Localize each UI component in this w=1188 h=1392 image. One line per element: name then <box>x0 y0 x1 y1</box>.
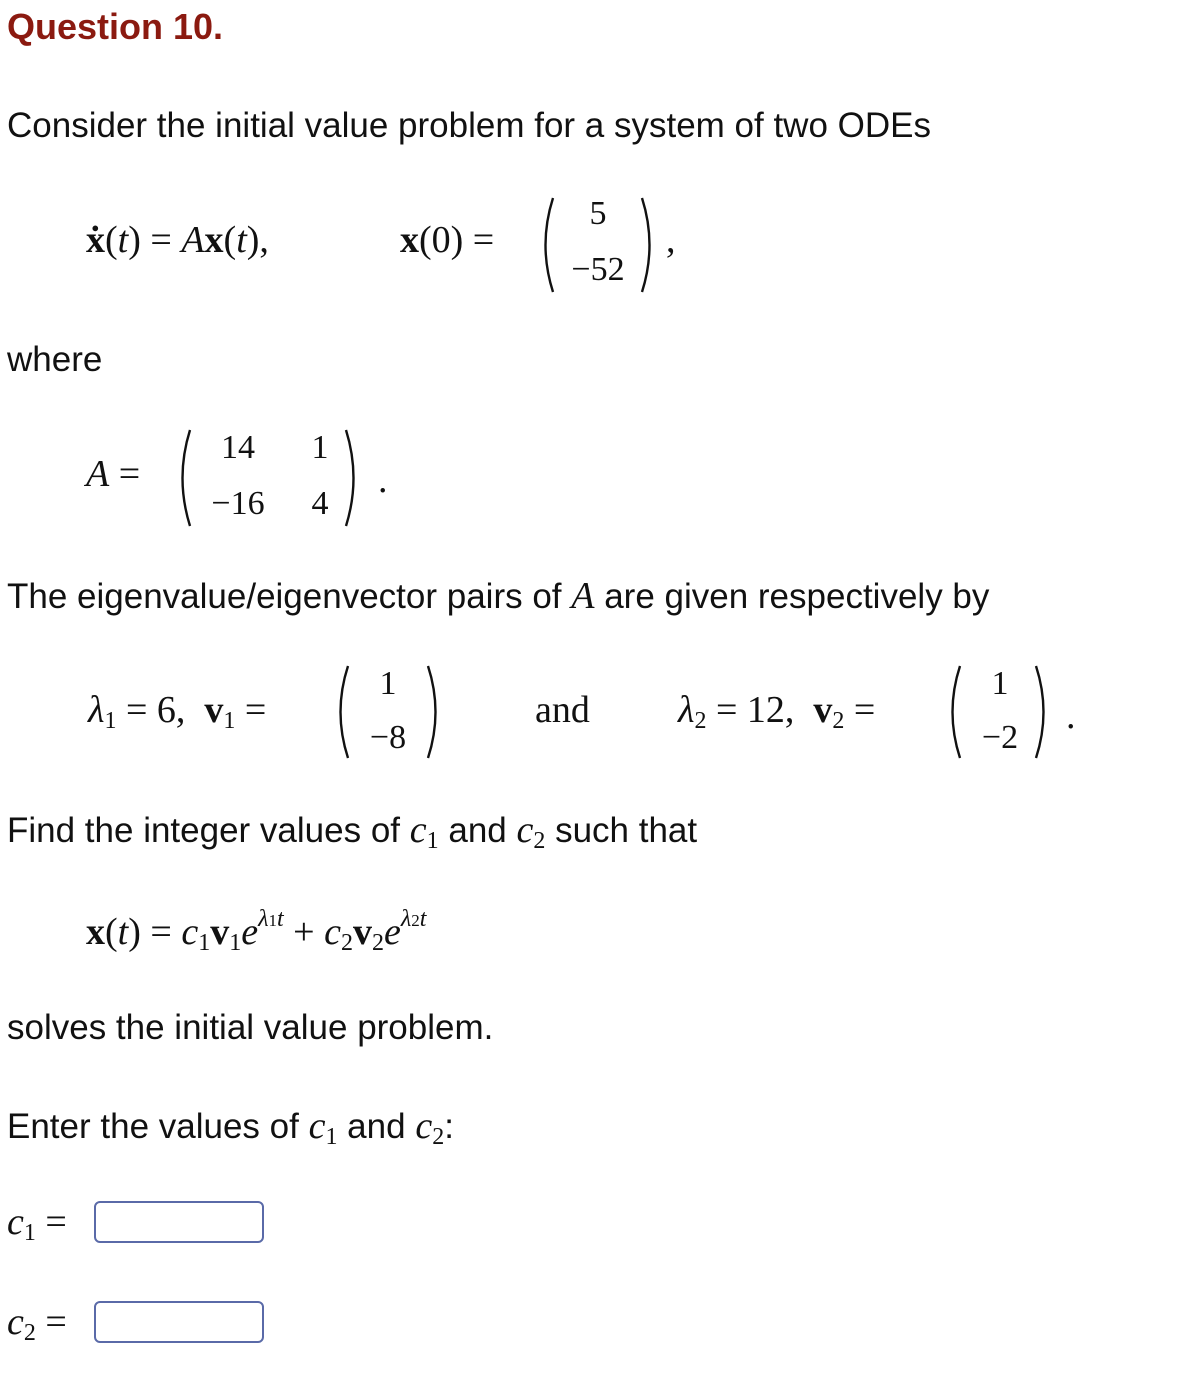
find-text: Find the integer values of $c_1$ and $c_2$ such that <box>7 809 698 854</box>
v1-bottom: −8 <box>369 719 407 756</box>
matrix-a22: 4 <box>311 485 329 522</box>
matrix-right-paren <box>342 428 364 528</box>
v2-bottom: −2 <box>981 719 1019 756</box>
matrix-a11: 14 <box>221 429 255 466</box>
matrix-a21: −16 <box>211 485 265 522</box>
initial-vector <box>560 194 636 290</box>
left-paren <box>535 196 557 294</box>
matrix-period: . <box>378 459 388 501</box>
initial-vector-bottom: −52 <box>571 251 625 288</box>
intro-text: Consider the initial value problem for a system of two ODEs <box>7 106 931 145</box>
c1-input[interactable] <box>94 1201 264 1243</box>
eigen-intro-text: The eigenvalue/eigenvector pairs of A are given respectively by <box>7 575 990 617</box>
v1-right-paren <box>424 664 446 760</box>
v2-top: 1 <box>991 665 1009 702</box>
eigen-pair-2: $\lambda_2 = 12$, $v_2$ = <box>678 689 876 734</box>
c1-label: $c_1$ = <box>7 1201 67 1246</box>
initial-vector-top: 5 <box>589 195 607 232</box>
eigen-period: . <box>1066 695 1076 737</box>
c2-label: $c_2$ = <box>7 1301 67 1346</box>
v1-left-paren <box>330 664 352 760</box>
v2-left-paren <box>942 664 964 760</box>
v2-vector <box>968 664 1032 758</box>
v1-top: 1 <box>379 665 397 702</box>
initial-condition-comma: , <box>666 219 676 261</box>
v1-vector <box>356 664 420 758</box>
matrix-col1 <box>198 428 278 524</box>
c2-input[interactable] <box>94 1301 264 1343</box>
matrix-col2 <box>302 428 338 524</box>
right-paren <box>638 196 660 294</box>
solution-form: $x(t) = c_1v_1e^{\lambda 1t} + c_2v_2e^{\lambda 2t}$ <box>86 906 427 956</box>
initial-condition-lhs: x(0) = <box>400 219 495 261</box>
eigen-pair-1: $\lambda_1 = 6$, $v_1$ = <box>88 689 267 734</box>
enter-text: Enter the values of $c_1$ and $c_2$: <box>7 1105 454 1150</box>
where-text: where <box>7 340 103 379</box>
v2-right-paren <box>1032 664 1054 760</box>
and-word: and <box>535 689 590 731</box>
matrix-label: A = <box>86 453 141 495</box>
solves-text: solves the initial value problem. <box>7 1008 494 1047</box>
matrix-a12: 1 <box>311 429 329 466</box>
ode-equation: ẋ(t) = Ax(t), <box>86 219 269 261</box>
question-title: Question 10. <box>7 6 224 47</box>
matrix-left-paren <box>172 428 194 528</box>
